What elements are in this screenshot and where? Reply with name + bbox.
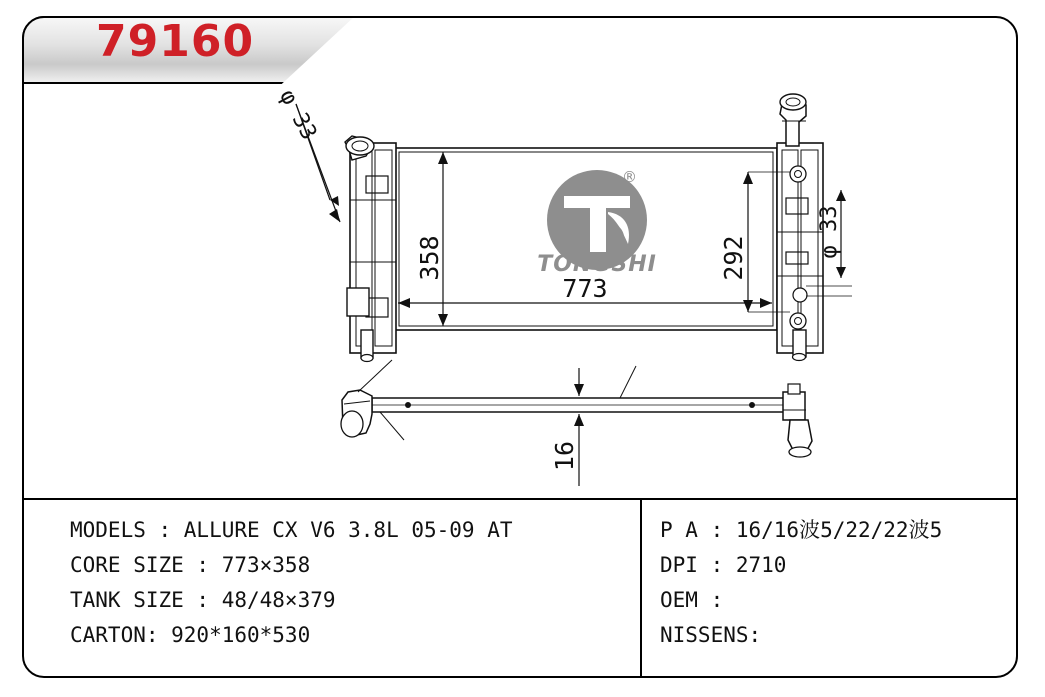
dim-tank-height: 292 — [719, 235, 748, 281]
spec-table-left — [70, 513, 630, 653]
dim-core-height: 358 — [415, 235, 444, 281]
spec-models: MODELS : ALLURE CX V6 3.8L 05-09 AT — [70, 518, 513, 542]
spec-tank-size: TANK SIZE : 48/48×379 — [70, 588, 336, 612]
brand-name: TONGSHI — [537, 252, 657, 277]
spec-table-right — [660, 513, 1010, 653]
spec-oem: OEM : — [660, 588, 724, 612]
spec-table-divider — [24, 498, 1016, 500]
spec-pa: P A : 16/16波5/22/22波5 — [660, 518, 943, 542]
dim-inlet-diameter-left: φ 33 — [274, 85, 322, 145]
dim-thickness: 16 — [550, 440, 579, 472]
spec-nissens: NISSENS: — [660, 623, 762, 647]
spec-dpi: DPI : 2710 — [660, 553, 787, 577]
registered-mark-icon: ® — [622, 168, 637, 186]
part-number: 79160 — [96, 16, 255, 67]
spec-core-size: CORE SIZE : 773×358 — [70, 553, 311, 577]
spec-carton: CARTON: 920*160*530 — [70, 623, 311, 647]
dim-core-width: 773 — [562, 274, 608, 303]
spec-table-column-divider — [640, 498, 642, 676]
dim-outlet-diameter-right: φ 33 — [817, 205, 842, 259]
